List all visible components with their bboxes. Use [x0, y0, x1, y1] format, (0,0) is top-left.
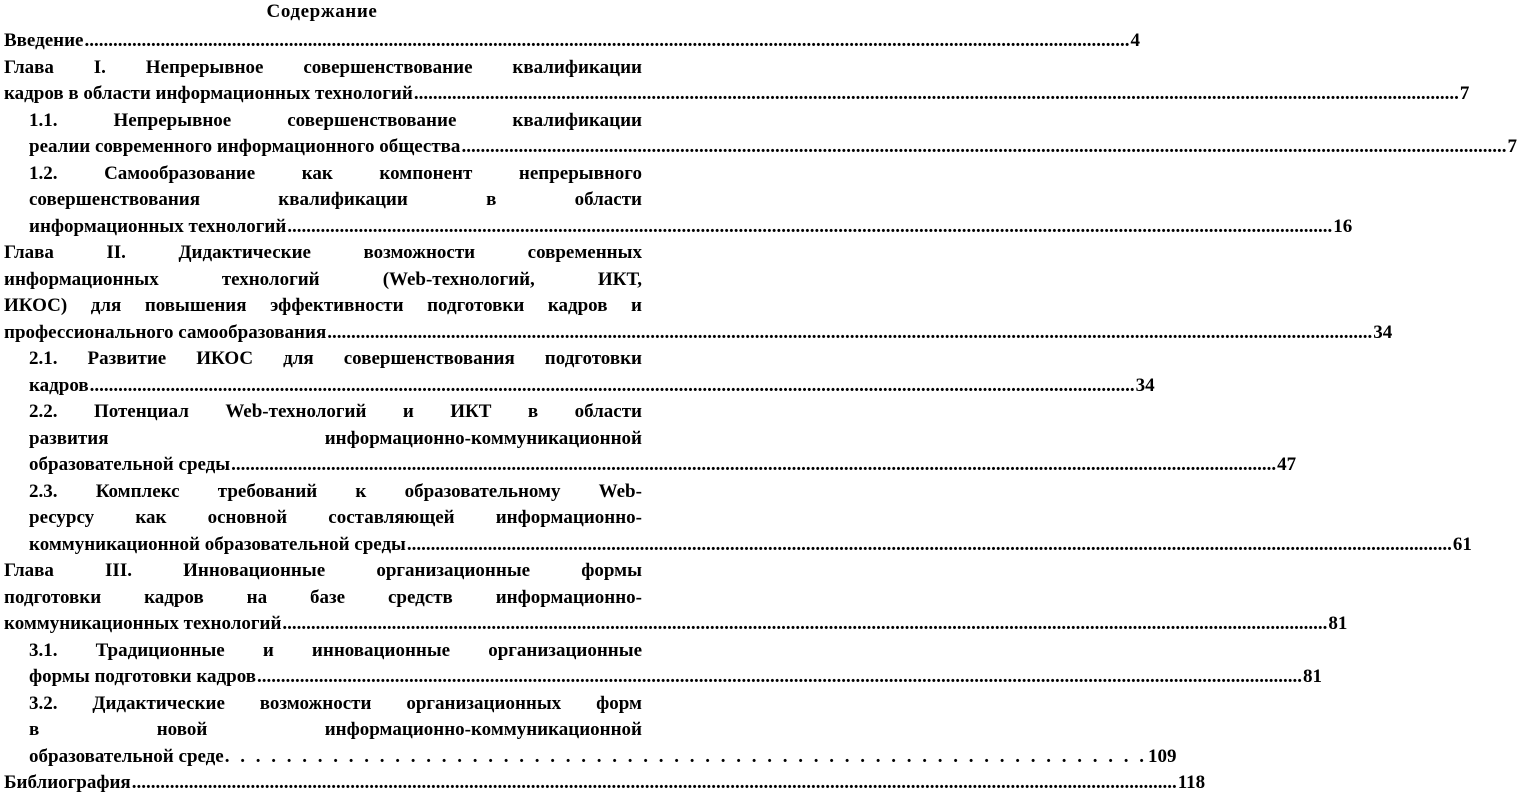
toc-entry-text: информационных технологий: [29, 215, 287, 237]
toc-word: 2.3.: [29, 480, 58, 502]
toc-word: для: [283, 348, 314, 369]
toc-word: информационно-: [495, 507, 642, 528]
toc-word: в: [29, 719, 40, 740]
toc-entry-last-line: [29, 532, 1472, 559]
toc-word: 1.1.: [29, 109, 58, 131]
toc-word: 3.1.: [29, 639, 58, 661]
dot-leader: ............................................................................................................................................................................................................................: [406, 533, 1452, 555]
toc-word: квалификации: [512, 56, 642, 78]
toc-word: возможности: [363, 242, 476, 263]
toc-word: Комплекс: [95, 480, 180, 502]
dot-leader: ............................................................................................................................................................................................................................: [287, 215, 1333, 237]
page-number: 34: [1373, 321, 1393, 343]
toc-word: Традиционные: [95, 639, 225, 661]
toc-word: как: [135, 507, 167, 528]
toc-word: информационно-: [495, 586, 642, 608]
toc-entry-line: [29, 426, 642, 453]
toc-word: квалификации: [278, 189, 408, 210]
toc-word: основной: [207, 507, 288, 528]
toc-entry-line: [4, 293, 642, 320]
dot-leader: ............................................................................................................................................................................................................................: [327, 321, 1373, 343]
toc-word: Глава: [4, 242, 54, 263]
toc-entry-line: [29, 346, 642, 373]
toc-word: организационные: [488, 639, 642, 661]
toc-entry-last-line: [29, 373, 1155, 400]
page-number: 118: [1177, 772, 1206, 793]
toc-entry-last-line: [29, 134, 1517, 161]
toc-word: развития: [29, 427, 109, 449]
toc-entry: [4, 479, 1472, 559]
toc-word: квалификации: [512, 109, 642, 131]
toc-word: Инновационные: [183, 560, 326, 581]
toc-word: ИКОС): [4, 295, 68, 316]
toc-entry: [4, 638, 1323, 691]
page-number: 34: [1135, 374, 1155, 396]
toc-word: форм: [596, 692, 642, 714]
toc-word: информационных: [4, 268, 159, 290]
toc-word: эффективности: [270, 295, 404, 316]
page-number: 4: [1130, 30, 1140, 51]
toc-entry-line: [4, 558, 642, 585]
toc-entry-line: [29, 505, 642, 532]
dot-leader: ............................................................................................................................................................................................................................: [84, 30, 1130, 51]
toc-entry: [4, 108, 1517, 161]
toc-entry-line: [29, 638, 642, 665]
toc-entry-line: [29, 717, 642, 744]
toc-word: Развитие: [87, 348, 167, 369]
table-of-contents: [4, 28, 1517, 797]
toc-entry-last-line: [29, 452, 1297, 479]
dot-leader: ............................................................................................................................................................................................................................: [231, 454, 1277, 475]
dot-leader: ............................................................................................................................................................................................................................: [257, 666, 1303, 687]
page-number: 7: [1507, 136, 1517, 157]
toc-word: совершенствование: [303, 56, 473, 78]
toc-entry-line: [4, 267, 642, 294]
toc-entry-text: кадров в области информационных технологий: [4, 83, 413, 104]
toc-entry-last-line: [4, 81, 1470, 108]
toc-entry-text: образовательной среды: [29, 454, 231, 475]
toc-word: Непрерывное: [145, 56, 264, 78]
toc-word: совершенствования: [29, 189, 200, 210]
toc-entry-text: профессионального самообразования: [4, 321, 327, 343]
toc-word: на: [246, 586, 268, 608]
toc-word: и: [262, 639, 274, 661]
dot-leader: . . . . . . . . . . . . . . . . . . . . . . . . . . . . . . . . . . . . . . . . . . . . . . . . . . . . . . . . . . . .: [224, 745, 1147, 767]
toc-entry-line: [29, 479, 642, 506]
page-number: 81: [1328, 613, 1348, 634]
toc-entry-line: [29, 187, 642, 214]
toc-word: 2.2.: [29, 401, 58, 422]
toc-entry: [4, 770, 1206, 797]
toc-word: Непрерывное: [113, 109, 232, 131]
toc-word: (Web-технологий,: [382, 268, 535, 290]
toc-entry-text: реалии современного информационного общества: [29, 136, 461, 157]
toc-word: технологий: [221, 268, 320, 290]
toc-word: инновационные: [311, 639, 451, 661]
page-number: 47: [1277, 454, 1297, 475]
toc-entry-last-line: [4, 28, 1140, 55]
toc-entry-text: кадров: [29, 374, 89, 396]
toc-word: информационно-коммуникационной: [324, 719, 642, 740]
toc-word: Потенциал: [93, 401, 189, 422]
toc-word: ИКТ,: [597, 268, 642, 290]
toc-word: I.: [93, 56, 106, 78]
dot-leader: ............................................................................................................................................................................................................................: [282, 613, 1328, 634]
toc-word: ИКОС: [196, 348, 254, 369]
toc-word: в: [486, 189, 497, 210]
page-number: 109: [1147, 745, 1177, 767]
toc-entry: [4, 558, 1348, 638]
toc-word: 2.1.: [29, 348, 58, 369]
toc-word: информационно-коммуникационной: [324, 427, 642, 449]
toc-word: 1.2.: [29, 162, 58, 184]
toc-word: в: [527, 401, 539, 422]
toc-word: и: [631, 295, 642, 316]
toc-entry: [4, 55, 1470, 108]
toc-word: для: [90, 295, 122, 316]
toc-word: компонент: [379, 162, 473, 184]
dot-leader: ............................................................................................................................................................................................................................: [89, 374, 1135, 396]
toc-entry: [4, 346, 1155, 399]
toc-entry-line: [29, 161, 642, 188]
toc-entry-text: Библиография: [4, 772, 131, 793]
toc-entry: [4, 691, 1177, 771]
toc-word: Глава: [4, 560, 54, 581]
page-number: 16: [1333, 215, 1353, 237]
toc-word: Самообразование: [104, 162, 256, 184]
page-number: 81: [1303, 666, 1323, 687]
toc-entry-line: [29, 108, 642, 135]
toc-entry: [4, 399, 1297, 479]
toc-word: Дидактические: [178, 242, 311, 263]
toc-word: подготовки: [427, 295, 525, 316]
toc-word: организационных: [406, 692, 562, 714]
toc-word: кадров: [144, 586, 204, 608]
dot-leader: ............................................................................................................................................................................................................................: [461, 136, 1507, 157]
toc-entry-text: коммуникационной образовательной среды: [29, 533, 406, 555]
toc-word: формы: [581, 560, 642, 581]
toc-entry-text: формы подготовки кадров: [29, 666, 257, 687]
toc-word: ИКТ: [450, 401, 492, 422]
toc-word: составляющей: [328, 507, 455, 528]
toc-entry-line: [29, 399, 642, 426]
toc-word: к: [355, 480, 367, 502]
toc-word: Web-технологий: [225, 401, 367, 422]
toc-word: Глава: [4, 56, 54, 78]
toc-word: кадров: [547, 295, 608, 316]
toc-entry-line: [4, 55, 642, 82]
toc-entry-line: [4, 585, 642, 612]
page-number: 61: [1452, 533, 1472, 555]
toc-word: новой: [156, 719, 208, 740]
toc-word: образовательному: [404, 480, 561, 502]
toc-entry: [4, 240, 1393, 346]
dot-leader: ............................................................................................................................................................................................................................: [413, 83, 1459, 104]
toc-word: III.: [105, 560, 132, 581]
toc-word: и: [402, 401, 414, 422]
toc-word: II.: [106, 242, 126, 263]
toc-word: области: [574, 189, 642, 210]
toc-entry-text: образовательной среде: [29, 745, 224, 767]
toc-word: ресурсу: [29, 507, 95, 528]
toc-entry-line: [4, 240, 642, 267]
toc-word: как: [301, 162, 333, 184]
toc-entry-last-line: [29, 214, 1353, 241]
toc-entry-last-line: [4, 770, 1206, 797]
toc-word: совершенствования: [343, 348, 515, 369]
toc-word: подготовки: [544, 348, 642, 369]
toc-entry-last-line: [4, 611, 1348, 638]
toc-title: Содержание: [266, 1, 378, 22]
toc-entry-text: коммуникационных технологий: [4, 613, 282, 634]
toc-word: требований: [217, 480, 318, 502]
page-number: 7: [1459, 83, 1470, 104]
toc-entry: [4, 28, 1140, 55]
toc-word: Дидактические: [92, 692, 225, 714]
toc-word: Web-: [598, 480, 642, 502]
toc-word: организационные: [376, 560, 531, 581]
toc-word: совершенствование: [287, 109, 457, 131]
toc-word: возможности: [259, 692, 372, 714]
toc-word: современных: [527, 242, 642, 263]
toc-word: области: [574, 401, 642, 422]
toc-word: 3.2.: [29, 692, 58, 714]
dot-leader: ............................................................................................................................................................................................................................: [131, 772, 1177, 793]
toc-word: базе: [310, 586, 346, 608]
toc-word: подготовки: [4, 586, 102, 608]
toc-word: непрерывного: [518, 162, 642, 184]
toc-entry: [4, 161, 1353, 241]
toc-word: повышения: [144, 295, 247, 316]
toc-entry-last-line: [4, 320, 1393, 347]
toc-entry-last-line: [29, 744, 1177, 771]
toc-word: средств: [387, 586, 453, 608]
toc-entry-text: Введение: [4, 30, 84, 51]
toc-entry-line: [29, 691, 642, 718]
toc-entry-last-line: [29, 664, 1323, 691]
